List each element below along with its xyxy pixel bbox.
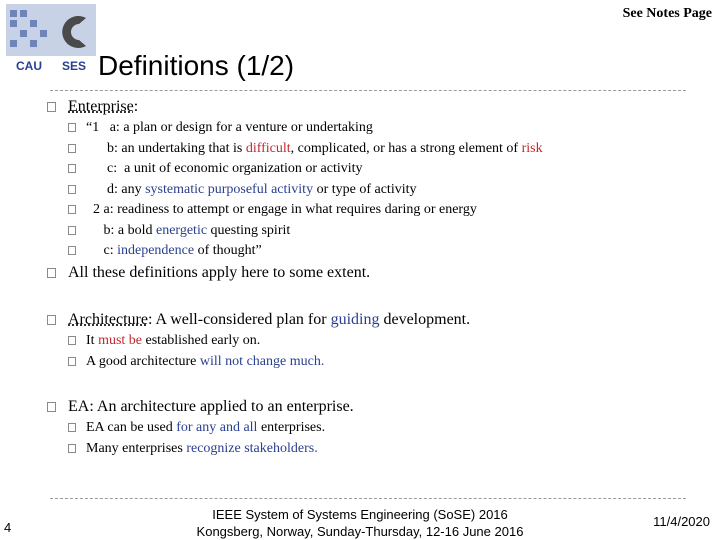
enterprise-colon: : (133, 98, 139, 115)
all-definitions-text: All these definitions apply here to some extent. (68, 264, 371, 281)
logo-text-left: CAU (16, 59, 42, 73)
bullet-box-icon (68, 123, 76, 132)
sub-bullet (68, 420, 325, 436)
bullet-box-icon (68, 144, 76, 153)
sub-bullet (68, 182, 417, 198)
bullet-box-icon (68, 246, 76, 255)
bullet-box-icon (68, 205, 76, 214)
sub-bullet-text: or type of activity (313, 181, 417, 197)
sub-bullet-text: c: (86, 243, 118, 258)
sub-bullet-text: c: a unit of economic organization or activity (86, 161, 363, 176)
bullet-all-definitions (47, 264, 370, 282)
sub-bullet-text: d: any (86, 181, 146, 197)
sub-bullet-text: of thought” (194, 243, 262, 258)
sub-bullet-text: will not change much. (199, 354, 325, 369)
sub-bullet-text: , complicated, or has a strong element of (290, 140, 522, 156)
bullet-box-icon (47, 402, 56, 412)
bullet-box-icon (68, 357, 76, 366)
sub-bullet-text: independence (117, 243, 195, 258)
bullet-architecture (47, 311, 470, 329)
top-divider (50, 90, 686, 91)
architecture-text-b: development. (379, 311, 471, 328)
sub-bullet-text: must be (98, 333, 143, 348)
sub-bullet-text: established early on. (142, 333, 261, 348)
bullet-box-icon (47, 268, 56, 278)
sub-bullet-text: recognize stakeholders. (186, 441, 318, 456)
architecture-guiding: guiding (330, 311, 380, 328)
sub-bullet (68, 161, 363, 177)
footer-date: 11/4/2020 (653, 514, 710, 529)
sub-bullet-text: questing spirit (207, 222, 291, 238)
sub-bullet-text: difficult (245, 140, 291, 156)
sub-bullet-text: systematic purposeful activity (145, 181, 314, 197)
ea-text: EA: An architecture applied to an enterprise. (68, 398, 354, 415)
bullet-enterprise (47, 98, 138, 116)
sub-bullet (68, 354, 324, 370)
footer-line-1: IEEE System of Systems Engineering (SoSE) 2016 (212, 507, 508, 522)
bullet-box-icon (68, 226, 76, 235)
architecture-text-a: : A well-considered plan for (147, 311, 331, 328)
sub-bullet-text: b: a bold (86, 222, 156, 238)
sub-bullet (68, 202, 477, 218)
notes-page-label: See Notes Page (622, 6, 712, 21)
sub-bullet (68, 333, 260, 349)
slide-number: 4 (4, 520, 12, 535)
bullet-box-icon (68, 164, 76, 173)
bullet-ea (47, 398, 354, 416)
bullet-box-icon (68, 185, 76, 194)
architecture-term: Architecture (68, 311, 148, 328)
sub-bullet (68, 223, 290, 239)
page-title: Definitions (1/2) (98, 50, 295, 81)
sub-bullet-text: A good architecture (86, 354, 200, 369)
logo-graphic (6, 4, 96, 76)
bullet-box-icon (68, 444, 76, 453)
sub-bullet-text: for any and all (176, 420, 258, 435)
sub-bullet-text: b: an undertaking that is (86, 140, 246, 156)
sub-bullet (68, 141, 543, 157)
sub-bullet-text: enterprises. (257, 420, 326, 435)
sub-bullet-text: 2 a: readiness to attempt or engage in what requires daring or energy (86, 202, 477, 217)
bottom-divider (50, 498, 686, 499)
sub-bullet-text: EA can be used (86, 420, 177, 435)
bullet-box-icon (68, 423, 76, 432)
bullet-box-icon (47, 102, 56, 112)
sub-bullet (68, 120, 373, 136)
sub-bullet-text: energetic (156, 222, 208, 238)
enterprise-term: Enterprise (68, 98, 134, 115)
sub-bullet-text: Many enterprises (86, 441, 187, 456)
sub-bullet-text: “1 a: a plan or design for a venture or undertaking (86, 120, 373, 135)
footer-line-2: Kongsberg, Norway, Sunday-Thursday, 12-16 June 2016 (196, 524, 524, 539)
bullet-box-icon (68, 336, 76, 345)
sub-bullet (68, 441, 318, 457)
sub-bullet (68, 243, 262, 259)
logo-text-right: SES (62, 59, 87, 73)
sub-bullet-text: It (86, 333, 99, 348)
footer-conference (170, 506, 550, 540)
sub-bullet-text: risk (521, 140, 543, 156)
cau-ses-logo (6, 4, 96, 76)
bullet-box-icon (47, 315, 56, 325)
